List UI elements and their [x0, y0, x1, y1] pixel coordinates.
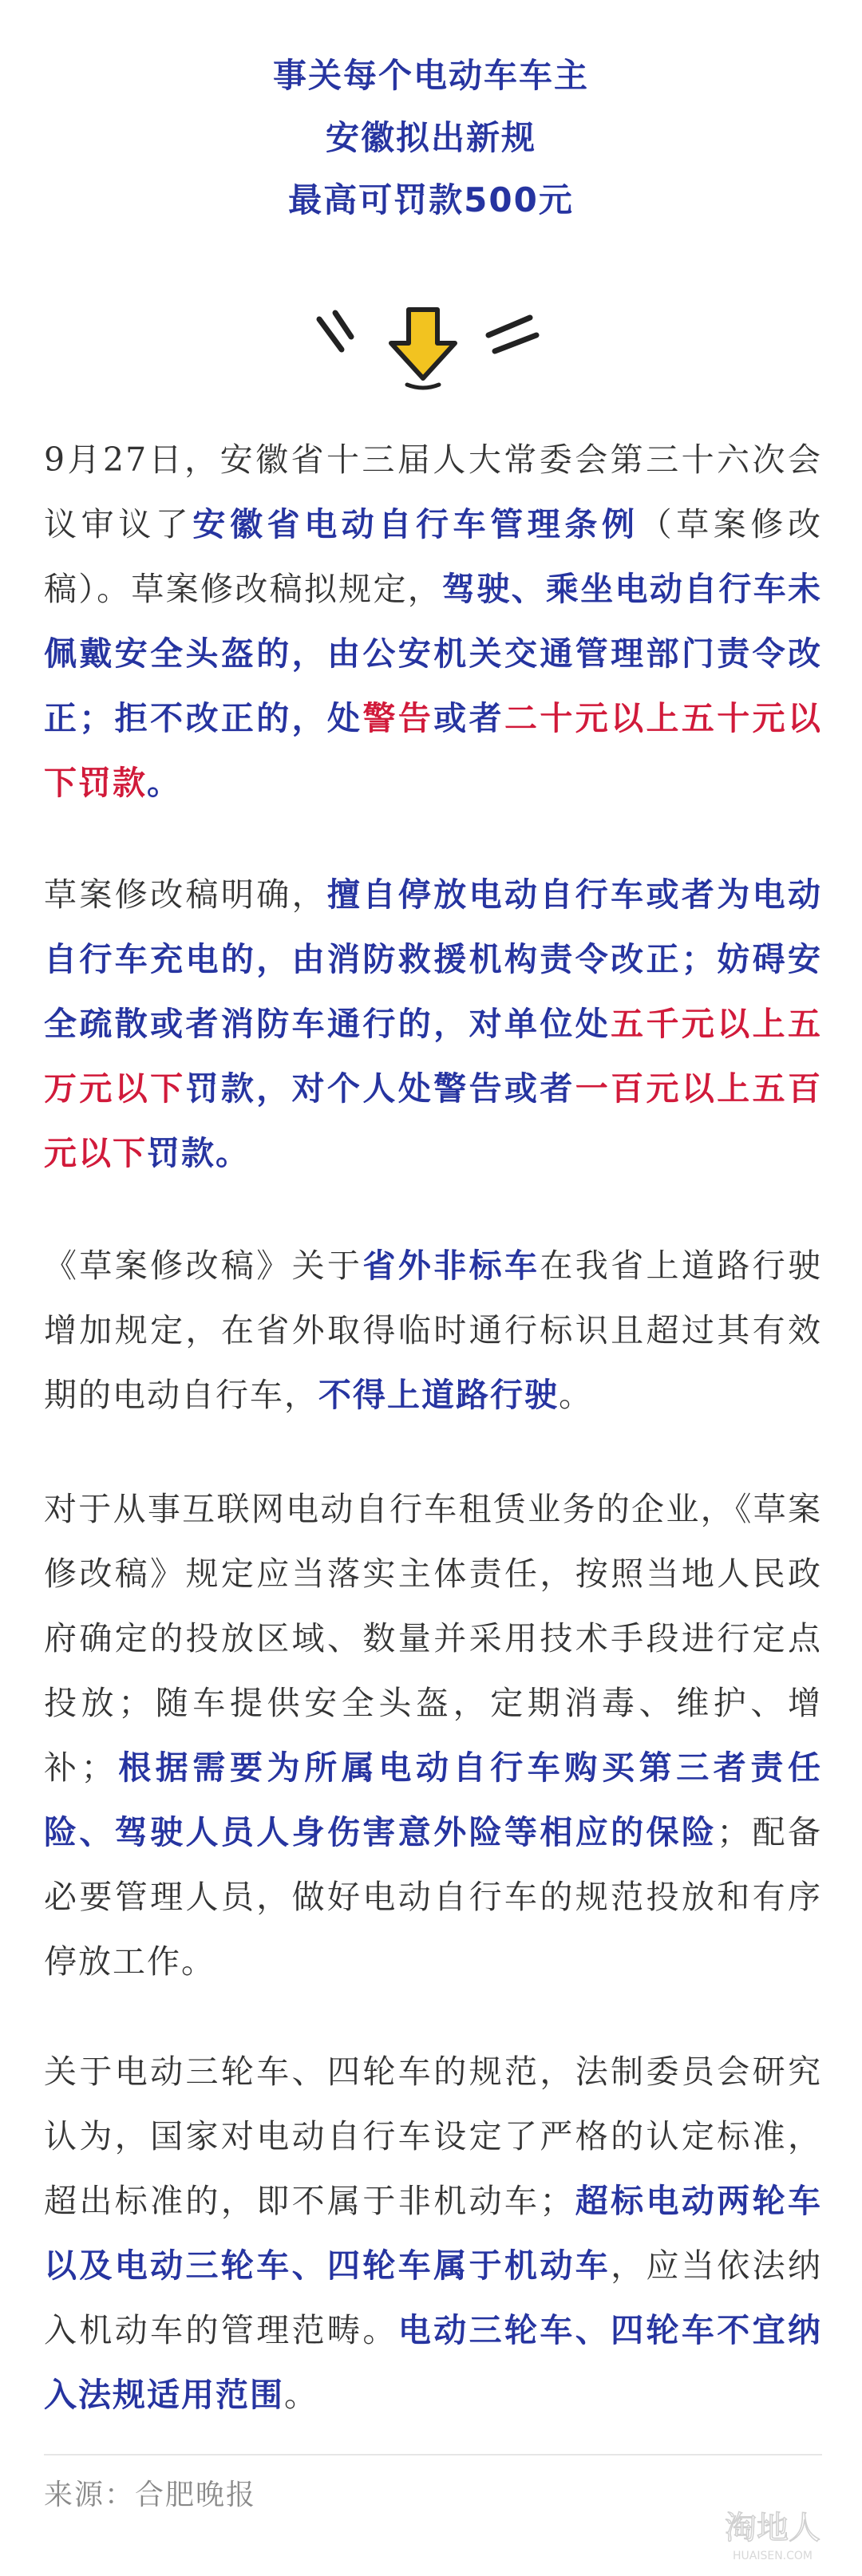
p1-highlight-helmet: 驾驶、乘坐电动自行车未佩戴安全头盔的，由公安机关交通管理部门责令改正；拒不改正的，处 — [44, 570, 823, 737]
headline-line-1: 事关每个电动车车主 — [272, 56, 589, 95]
headline-line-3: 最高可罚款500元 — [288, 180, 574, 219]
p3-highlight-nonstandard: 省外非标车 — [362, 1247, 540, 1285]
p2-text: 草案修改稿明确， — [44, 875, 328, 914]
p1-period: 。 — [147, 764, 181, 802]
p1-highlight-or: 或者 — [433, 699, 504, 737]
p1-highlight-fine-amount: 二十元以上五十元以下罚款 — [44, 699, 823, 802]
headline-line-2: 安徽拟出新规 — [325, 118, 536, 157]
p2-highlight-parking: 擅自停放电动自行车或者为电动自行车充电的，由消防救援机构责令改正；妨碍安全疏散或者消防车通行的，对单位处 — [44, 875, 822, 1043]
source-label: 来源：合肥晚报 — [44, 2479, 257, 2511]
p2-highlight-unit-fine: 五千元以上五万元以下 — [44, 1005, 822, 1108]
p3-highlight-no-road: 不得上道路行驶 — [318, 1376, 559, 1414]
paragraph-rental-companies — [44, 1477, 822, 1994]
p3-text: 在我省上道路行驶增加规定，在省外取得临时通行标识且超过其有效期的电动自行车， — [44, 1247, 823, 1414]
p3-text: 《草案修改稿》关于 — [44, 1247, 363, 1285]
site-watermark — [693, 2502, 852, 2566]
p5-period: 。 — [284, 2376, 318, 2414]
p1-highlight-regulation-name: 安徽省电动自行车管理条例 — [192, 505, 639, 543]
source-divider — [44, 2454, 822, 2455]
p4-highlight-insurance: 根据需要为所属电动自行车购买第三者责任险、驾驶人员人身伤害意外险等相应的保险 — [44, 1748, 823, 1851]
p5-highlight-exclusion: 电动三轮车、四轮车不宜纳入法规适用范围 — [44, 2311, 823, 2414]
p5-highlight-motor-vehicle: 超标电动两轮车以及电动三轮车、四轮车属于机动车 — [44, 2182, 823, 2285]
p2-highlight-individual-fine: 一百元以上五百元以下 — [44, 1069, 823, 1172]
watermark-subtext: HUAISEN.COM — [732, 2550, 813, 2562]
p2-highlight-end: 罚款。 — [147, 1134, 250, 1172]
paragraph-parking-charging-rule — [44, 863, 822, 1186]
p1-text: （草案修改稿）。草案修改稿拟规定， — [44, 505, 823, 608]
p5-text: 关于电动三轮车、四轮车的规范，法制委员会研究认为，国家对电动自行车设定了严格的认定标准，超出标准的，即不属于非机动车； — [44, 2053, 822, 2220]
p5-text: ，应当依法纳入机动车的管理范畴。 — [44, 2246, 822, 2349]
p2-highlight-individual: 罚款，对个人处警告或者 — [185, 1069, 575, 1108]
down-arrow-icon — [303, 295, 559, 399]
paragraph-helmet-rule — [44, 428, 822, 816]
p4-text: 对于从事互联网电动自行车租赁业务的企业，《草案修改稿》规定应当落实主体责任，按照当地人民政府确定的投放区域、数量并采用技术手段进行定点投放；随车提供安全头盔，定期消毒、维护、增补； — [44, 1490, 822, 1787]
p1-text: 9月27日，安徽省十三届人大常委会第三十六次会议审议了 — [44, 441, 822, 543]
p4-text: ；配备必要管理人员，做好电动自行车的规范投放和有序停放工作。 — [44, 1813, 823, 1981]
watermark-text: 淘地人 — [725, 2510, 820, 2546]
paragraph-tricycles — [44, 2040, 822, 2428]
paragraph-nonstandard-vehicles — [44, 1234, 822, 1428]
p1-highlight-warning: 警告 — [362, 699, 434, 737]
p3-period: 。 — [559, 1376, 593, 1414]
